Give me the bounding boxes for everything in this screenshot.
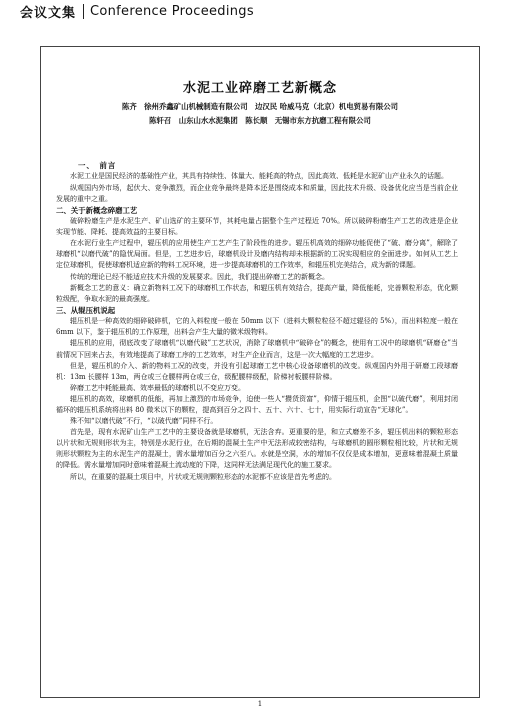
paper-title: 水泥工业碎磨工艺新概念 [182,81,337,96]
paragraph: 新概念工艺的意义：确立新物料工况下的球磨机工作状态，和辊压机有效结合，提高产量，降低能耗，完善颗粒形态，优化颗粒级配，争取水泥的最高强度。 [56,283,458,303]
paragraph: 但是，辊压机的介入、新的物料工况的改变，并没有引起球磨工艺中核心设备球磨机的改变。纵观国内外用于研磨工段球磨机：13m 长腰样 13m，两仓或三仓腰样两仓或三仓，级配腰样级配，阶梯衬板腰样阶梯。 [56,361,458,381]
section-heading-3: 三、从辊压机说起 [56,305,116,315]
header-section-en: Conference Proceedings [90,3,254,19]
journal-header [20,0,508,22]
header-divider [83,4,84,19]
section-heading-1: 一、 前言 [78,161,117,170]
paragraph: 首先是，现有水泥矿山生产工艺中的主要设备就是球磨机，无法含弃。更重要的是，和立式磨差不多，辊压机出料的颗粒形态以片状和无规则形状为主，特别是水泥行业，在后期的混凝土生产中无法形成较密结构，与球磨机的圆形颗粒相比较，片状和无规则形状颗粒为主的水泥生产的混凝土，需水量增加百分之六至八。水就是空洞，水的增加不仅仅是成本增加，更意味着混凝土质量的降低。需水量增加同时意味着混凝土流动度的下降，这同样无法满足现代化的施工要求。 [56,428,458,470]
paragraph: 所以，在重要的混凝土项目中，片状或无规则颗粒形态的水泥都不应该是首先考虑的。 [70,472,336,481]
section-heading-2: 二、关于新概念碎磨工艺 [56,205,138,215]
paragraph: 水泥工业是国民经济的基础性产业，其具有持续性、体量大、能耗高的特点，因此高效、低耗是水泥矿山产业永久的话题。 [70,172,448,181]
paragraph: 辊压机的应用，彻底改变了球磨机“以磨代破”工艺状况，消除了球磨机中“破碎仓”的概念，使用有工况中的球磨机“研磨仓”当前情况下回来占去，有效地提高了球磨工序的工艺效率，对生产企业而言，这是一次大幅度的工艺进步。 [56,339,458,359]
authors-line-1: 陈齐 徐州乔鑫矿山机械制造有限公司 边汉民 哈威马克（北京）机电贸易有限公司 [121,102,399,111]
authors-line-2: 陈轩召 山东山水水泥集团 陈长顺 无锡市东方抗磨工程有限公司 [149,116,371,125]
header-section-zh: 会议文集 [20,5,77,21]
paragraph: 碎磨工艺中耗能最高、效率最低的球磨机以不变应万变。 [70,383,245,392]
paragraph: 殊不知“以磨代破”不行，“以破代磨”同样不行。 [70,417,218,426]
paragraph: 在水泥行业生产过程中，辊压机的应用使生产工艺产生了阶段性的进步。辊压机高效的细碎功能促使了“破、磨分离”，解除了球磨机“以磨代破”的隐忧局面。但是，工艺进步后，球磨机设计及磨内结构却未根据新的工况实现相应的全面进步。如何从工艺上定位球磨机，促使球磨机适应新的物料工况环境，进一步提高球磨机的工作效率，和辊压机完美结合，成为新的课题。 [56,239,458,270]
paragraph: 纵观国内外市场，起伏大、竞争激烈，而企业竞争最终是降本还是围绕成本和质量，因此技术升级、设备优化应当是当前企业发展的重中之重。 [56,183,458,203]
page-number: 1 [257,700,263,708]
paragraph: 破碎粉磨生产是水泥生产、矿山选矿的主要环节，其耗电量占据整个生产过程近 70%。所以破碎粉磨生产工艺的改进是企业实现节能、降耗、提高效益的主要目标。 [56,217,458,237]
paragraph: 传统的理论已经不能适应技术升级的发展要求。因此，我们提出碎磨工艺的新概念。 [70,272,329,281]
paragraph: 辊压机的高效，球磨机的低能，再加上激烈的市场竞争，迫使一些人“攒货资富”，仰情于辊压机，企图“以破代磨”，利用封闭循环的辊压机系统将出料 80 微米以下的颗粒，提高到百分之四十、五十、六十、七十，用实际行动宣告“无球化”。 [56,394,458,414]
paragraph: 辊压机是一种高效的细碎破碎机，它的入料粒度一般在 50mm 以下（进料大颗粒粒径不超过辊径的 5%），而出料粒度一般在 6mm 以下，鉴于辊压机的工作原理，出料会产生大量的微米级物料。 [56,317,458,337]
article-body [56,160,458,694]
